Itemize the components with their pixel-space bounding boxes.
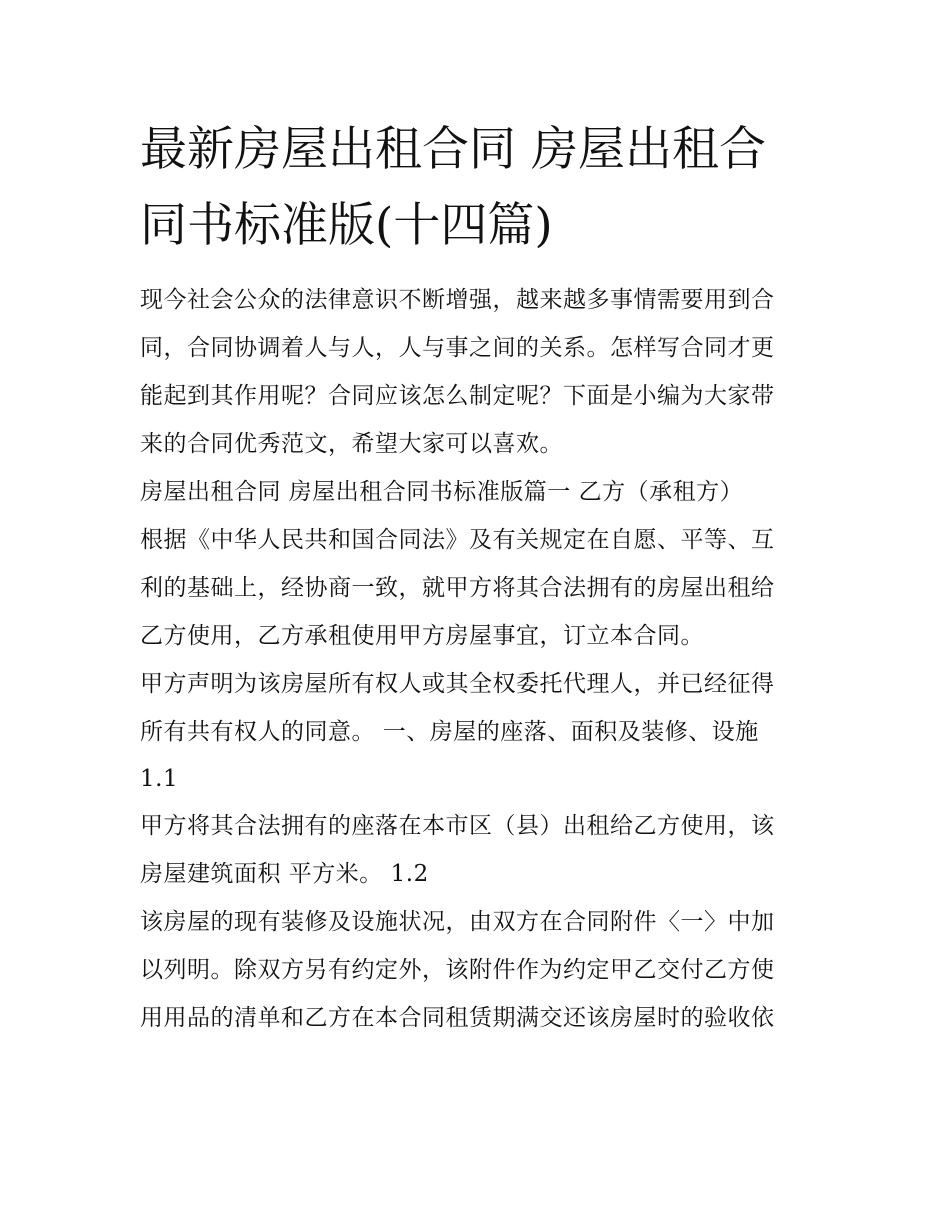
document-body xyxy=(140,276,816,1042)
body-line: 同，合同协调着人与人，人与事之间的关系。怎样写合同才更 xyxy=(140,335,775,361)
body-line: 该房屋的现有装修及设施状况，由双方在合同附件〈一〉中加 xyxy=(140,909,775,935)
body-line: 来的合同优秀范文，希望大家可以喜欢。 xyxy=(140,431,563,457)
body-line: 甲方将其合法拥有的座落在本市区（县）出租给乙方使用，该 xyxy=(140,813,775,839)
title-line: 同书标准版(十四篇) xyxy=(140,198,553,253)
body-line: 所有共有权人的同意。 一、房屋的座落、面积及装修、设施 xyxy=(140,719,759,745)
body-line: 利的基础上，经协商一致，就甲方将其合法拥有的房屋出租给 xyxy=(140,575,775,601)
body-line: 根据《中华人民共和国合同法》及有关规定在自愿、平等、互 xyxy=(140,527,775,553)
title-line: 最新房屋出租合同 房屋出租合 xyxy=(140,122,766,177)
body-line: 乙方使用，乙方承租使用甲方房屋事宜，订立本合同。 xyxy=(140,623,704,649)
body-line: 以列明。除双方另有约定外，该附件作为约定甲乙交付乙方使 xyxy=(140,957,775,983)
body-line: 现今社会公众的法律意识不断增强，越来越多事情需要用到合 xyxy=(140,287,775,313)
document-title xyxy=(140,112,816,264)
body-line: 房屋出租合同 房屋出租合同书标准版篇一 乙方（承租方） xyxy=(140,479,744,505)
document-content xyxy=(140,112,816,1042)
body-line: 甲方声明为该房屋所有权人或其全权委托代理人，并已经征得 xyxy=(140,671,775,697)
body-line: 房屋建筑面积 平方米。 1.2 xyxy=(140,861,429,887)
body-line: 能起到其作用呢？合同应该怎么制定呢？下面是小编为大家带 xyxy=(140,383,775,409)
body-line: 用用品的清单和乙方在本合同租赁期满交还该房屋时的验收依 xyxy=(140,1005,775,1031)
body-line: 1.1 xyxy=(140,766,179,792)
